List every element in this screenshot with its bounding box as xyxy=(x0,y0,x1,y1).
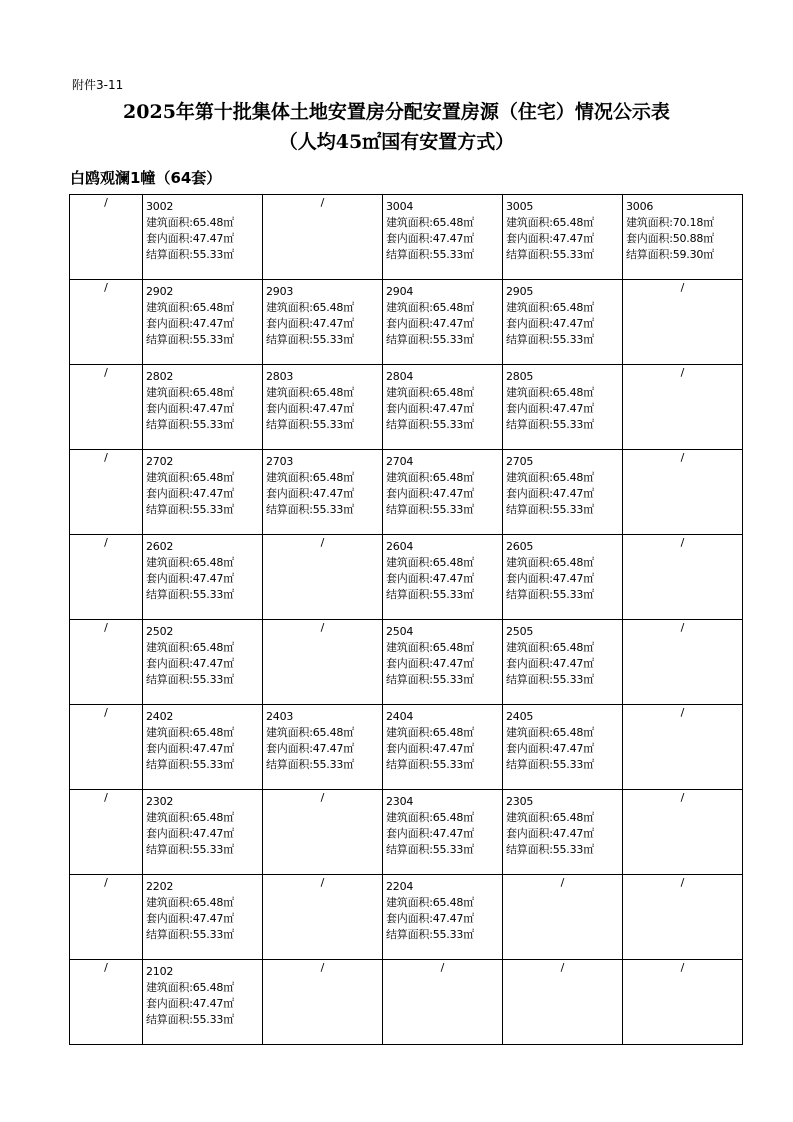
settlement-area: 结算面积:55.33㎡ xyxy=(386,843,474,856)
settlement-area: 结算面积:59.30㎡ xyxy=(626,248,714,261)
building-area: 建筑面积:65.48㎡ xyxy=(146,386,234,399)
unit-table-body xyxy=(70,195,743,1045)
inner-area: 套内面积:47.47㎡ xyxy=(146,402,234,415)
empty-cell xyxy=(503,875,623,960)
building-area: 建筑面积:65.48㎡ xyxy=(506,556,594,569)
table-row xyxy=(70,620,743,705)
unit-number: 3005 xyxy=(506,200,534,213)
settlement-area: 结算面积:55.33㎡ xyxy=(386,418,474,431)
unit-info xyxy=(143,705,262,773)
table-row xyxy=(70,195,743,280)
empty-mark: / xyxy=(320,196,325,209)
empty-cell xyxy=(70,280,143,365)
settlement-area: 结算面积:55.33㎡ xyxy=(146,673,234,686)
settlement-area: 结算面积:55.33㎡ xyxy=(386,588,474,601)
building-area: 建筑面积:65.48㎡ xyxy=(386,556,474,569)
settlement-area: 结算面积:55.33㎡ xyxy=(386,928,474,941)
unit-number: 2505 xyxy=(506,625,534,638)
unit-info xyxy=(383,450,502,518)
unit-number: 2702 xyxy=(146,455,174,468)
empty-mark: / xyxy=(104,961,108,974)
table-row xyxy=(70,705,743,790)
inner-area: 套内面积:47.47㎡ xyxy=(506,742,594,755)
building-area: 建筑面积:65.48㎡ xyxy=(386,471,474,484)
empty-cell xyxy=(263,875,383,960)
unit-number: 2404 xyxy=(386,710,414,723)
settlement-area: 结算面积:55.33㎡ xyxy=(506,843,594,856)
inner-area: 套内面积:47.47㎡ xyxy=(146,317,234,330)
empty-cell xyxy=(623,960,743,1045)
empty-cell xyxy=(623,365,743,450)
unit-info xyxy=(383,705,502,773)
empty-mark: / xyxy=(680,876,685,889)
unit-info xyxy=(143,365,262,433)
empty-mark: / xyxy=(104,196,108,209)
empty-mark: / xyxy=(440,961,445,974)
settlement-area: 结算面积:55.33㎡ xyxy=(146,1013,234,1026)
unit-info xyxy=(143,875,262,943)
unit-number: 2304 xyxy=(386,795,414,808)
inner-area: 套内面积:47.47㎡ xyxy=(266,742,354,755)
settlement-area: 结算面积:55.33㎡ xyxy=(506,588,594,601)
unit-cell xyxy=(143,960,263,1045)
empty-cell xyxy=(70,620,143,705)
unit-cell xyxy=(383,875,503,960)
settlement-area: 结算面积:55.33㎡ xyxy=(506,248,594,261)
unit-info xyxy=(503,790,622,858)
unit-info xyxy=(383,620,502,688)
building-area: 建筑面积:65.48㎡ xyxy=(146,556,234,569)
building-area: 建筑面积:65.48㎡ xyxy=(506,471,594,484)
unit-number: 2805 xyxy=(506,370,534,383)
inner-area: 套内面积:47.47㎡ xyxy=(146,232,234,245)
unit-number: 2405 xyxy=(506,710,534,723)
empty-cell xyxy=(70,450,143,535)
building-area: 建筑面积:65.48㎡ xyxy=(146,216,234,229)
unit-info xyxy=(143,620,262,688)
empty-cell xyxy=(70,875,143,960)
empty-cell xyxy=(263,790,383,875)
settlement-area: 结算面积:55.33㎡ xyxy=(506,503,594,516)
empty-cell xyxy=(263,960,383,1045)
unit-number: 2604 xyxy=(386,540,414,553)
empty-mark: / xyxy=(680,281,685,294)
unit-info xyxy=(623,195,742,263)
unit-number: 2102 xyxy=(146,965,174,978)
empty-cell xyxy=(503,960,623,1045)
inner-area: 套内面积:47.47㎡ xyxy=(506,572,594,585)
unit-info xyxy=(263,450,382,518)
unit-number: 2904 xyxy=(386,285,414,298)
unit-cell xyxy=(143,875,263,960)
building-area: 建筑面积:65.48㎡ xyxy=(146,301,234,314)
empty-mark: / xyxy=(104,366,108,379)
unit-cell xyxy=(143,705,263,790)
unit-number: 2905 xyxy=(506,285,534,298)
page-subtitle: （人均45㎡国有安置方式） xyxy=(278,131,515,153)
building-area: 建筑面积:65.48㎡ xyxy=(146,981,234,994)
unit-number: 3006 xyxy=(626,200,654,213)
inner-area: 套内面积:47.47㎡ xyxy=(266,487,354,500)
unit-info xyxy=(143,960,262,1028)
empty-cell xyxy=(70,960,143,1045)
inner-area: 套内面积:47.47㎡ xyxy=(386,487,474,500)
attachment-label: 附件3-11 xyxy=(72,78,124,92)
empty-mark: / xyxy=(680,366,685,379)
inner-area: 套内面积:47.47㎡ xyxy=(266,317,354,330)
empty-mark: / xyxy=(680,706,685,719)
unit-cell xyxy=(383,195,503,280)
unit-info xyxy=(143,790,262,858)
empty-cell xyxy=(70,705,143,790)
empty-mark: / xyxy=(680,621,685,634)
building-area: 建筑面积:65.48㎡ xyxy=(506,301,594,314)
empty-cell xyxy=(263,535,383,620)
unit-number: 2402 xyxy=(146,710,174,723)
unit-info xyxy=(503,535,622,603)
unit-cell xyxy=(503,280,623,365)
inner-area: 套内面积:47.47㎡ xyxy=(146,997,234,1010)
unit-number: 3002 xyxy=(146,200,174,213)
empty-cell xyxy=(623,705,743,790)
table-row xyxy=(70,790,743,875)
building-area: 建筑面积:65.48㎡ xyxy=(266,726,354,739)
building-area: 建筑面积:65.48㎡ xyxy=(146,641,234,654)
table-row xyxy=(70,450,743,535)
unit-cell xyxy=(383,280,503,365)
unit-info xyxy=(143,535,262,603)
empty-mark: / xyxy=(104,451,108,464)
unit-info xyxy=(383,280,502,348)
building-area: 建筑面积:65.48㎡ xyxy=(146,471,234,484)
empty-mark: / xyxy=(320,536,325,549)
unit-number: 2502 xyxy=(146,625,174,638)
inner-area: 套内面积:47.47㎡ xyxy=(506,317,594,330)
unit-number: 2804 xyxy=(386,370,414,383)
unit-cell xyxy=(263,450,383,535)
inner-area: 套内面积:47.47㎡ xyxy=(386,402,474,415)
empty-mark: / xyxy=(104,876,108,889)
inner-area: 套内面积:47.47㎡ xyxy=(386,742,474,755)
unit-cell xyxy=(143,535,263,620)
empty-cell xyxy=(70,365,143,450)
building-area: 建筑面积:65.48㎡ xyxy=(386,811,474,824)
empty-mark: / xyxy=(320,621,325,634)
unit-number: 2302 xyxy=(146,795,174,808)
unit-info xyxy=(143,450,262,518)
inner-area: 套内面积:47.47㎡ xyxy=(146,657,234,670)
unit-info xyxy=(383,365,502,433)
settlement-area: 结算面积:55.33㎡ xyxy=(386,503,474,516)
unit-cell xyxy=(503,365,623,450)
inner-area: 套内面积:47.47㎡ xyxy=(506,232,594,245)
unit-cell xyxy=(143,450,263,535)
settlement-area: 结算面积:55.33㎡ xyxy=(266,503,354,516)
unit-cell xyxy=(143,790,263,875)
unit-info xyxy=(143,195,262,263)
unit-cell xyxy=(383,705,503,790)
unit-cell xyxy=(383,535,503,620)
inner-area: 套内面积:47.47㎡ xyxy=(146,487,234,500)
building-area: 建筑面积:65.48㎡ xyxy=(146,896,234,909)
inner-area: 套内面积:47.47㎡ xyxy=(146,742,234,755)
inner-area: 套内面积:47.47㎡ xyxy=(146,827,234,840)
settlement-area: 结算面积:55.33㎡ xyxy=(266,418,354,431)
inner-area: 套内面积:47.47㎡ xyxy=(506,487,594,500)
settlement-area: 结算面积:55.33㎡ xyxy=(266,333,354,346)
empty-cell xyxy=(623,620,743,705)
inner-area: 套内面积:47.47㎡ xyxy=(386,232,474,245)
building-area: 建筑面积:65.48㎡ xyxy=(386,641,474,654)
unit-cell xyxy=(383,450,503,535)
unit-cell xyxy=(143,195,263,280)
empty-mark: / xyxy=(104,281,108,294)
unit-number: 2705 xyxy=(506,455,534,468)
unit-number: 3004 xyxy=(386,200,414,213)
settlement-area: 结算面积:55.33㎡ xyxy=(386,758,474,771)
unit-cell xyxy=(503,450,623,535)
settlement-area: 结算面积:55.33㎡ xyxy=(146,843,234,856)
inner-area: 套内面积:47.47㎡ xyxy=(506,657,594,670)
settlement-area: 结算面积:55.33㎡ xyxy=(146,588,234,601)
unit-info xyxy=(143,280,262,348)
table-row xyxy=(70,535,743,620)
unit-cell xyxy=(143,620,263,705)
unit-number: 2903 xyxy=(266,285,294,298)
unit-info xyxy=(503,705,622,773)
empty-cell xyxy=(70,195,143,280)
building-area: 建筑面积:65.48㎡ xyxy=(506,641,594,654)
building-area: 建筑面积:65.48㎡ xyxy=(386,896,474,909)
unit-info xyxy=(263,280,382,348)
empty-mark: / xyxy=(320,961,325,974)
unit-table xyxy=(69,194,743,1045)
inner-area: 套内面积:50.88㎡ xyxy=(626,232,714,245)
settlement-area: 结算面积:55.33㎡ xyxy=(386,248,474,261)
unit-number: 2704 xyxy=(386,455,414,468)
building-area: 建筑面积:65.48㎡ xyxy=(386,726,474,739)
building-area: 建筑面积:65.48㎡ xyxy=(386,386,474,399)
building-heading: 白鸥观澜1幢（64套） xyxy=(70,169,222,187)
building-area: 建筑面积:65.48㎡ xyxy=(506,386,594,399)
empty-mark: / xyxy=(560,876,565,889)
unit-info xyxy=(263,365,382,433)
settlement-area: 结算面积:55.33㎡ xyxy=(386,673,474,686)
settlement-area: 结算面积:55.33㎡ xyxy=(506,333,594,346)
unit-cell xyxy=(503,790,623,875)
unit-cell xyxy=(503,195,623,280)
table-row xyxy=(70,960,743,1045)
inner-area: 套内面积:47.47㎡ xyxy=(386,317,474,330)
inner-area: 套内面积:47.47㎡ xyxy=(146,572,234,585)
unit-cell xyxy=(263,705,383,790)
unit-cell xyxy=(503,620,623,705)
unit-cell xyxy=(623,195,743,280)
unit-number: 2902 xyxy=(146,285,174,298)
empty-mark: / xyxy=(680,451,685,464)
inner-area: 套内面积:47.47㎡ xyxy=(506,827,594,840)
empty-mark: / xyxy=(680,961,685,974)
table-row xyxy=(70,280,743,365)
building-area: 建筑面积:70.18㎡ xyxy=(626,216,714,229)
empty-cell xyxy=(623,875,743,960)
inner-area: 套内面积:47.47㎡ xyxy=(506,402,594,415)
unit-info xyxy=(263,705,382,773)
settlement-area: 结算面积:55.33㎡ xyxy=(386,333,474,346)
unit-number: 2803 xyxy=(266,370,294,383)
unit-info xyxy=(503,195,622,263)
unit-number: 2202 xyxy=(146,880,174,893)
empty-cell xyxy=(623,280,743,365)
unit-info xyxy=(383,535,502,603)
unit-number: 2605 xyxy=(506,540,534,553)
empty-mark: / xyxy=(320,876,325,889)
unit-cell xyxy=(143,280,263,365)
building-area: 建筑面积:65.48㎡ xyxy=(506,726,594,739)
empty-mark: / xyxy=(104,706,108,719)
building-area: 建筑面积:65.48㎡ xyxy=(146,726,234,739)
unit-cell xyxy=(383,790,503,875)
empty-mark: / xyxy=(104,791,108,804)
empty-cell xyxy=(263,620,383,705)
empty-cell xyxy=(623,535,743,620)
inner-area: 套内面积:47.47㎡ xyxy=(266,402,354,415)
inner-area: 套内面积:47.47㎡ xyxy=(386,657,474,670)
unit-cell xyxy=(383,365,503,450)
empty-mark: / xyxy=(680,791,685,804)
unit-info xyxy=(503,365,622,433)
empty-cell xyxy=(70,790,143,875)
unit-info xyxy=(383,790,502,858)
unit-info xyxy=(503,280,622,348)
settlement-area: 结算面积:55.33㎡ xyxy=(146,333,234,346)
building-area: 建筑面积:65.48㎡ xyxy=(266,386,354,399)
empty-mark: / xyxy=(104,536,108,549)
inner-area: 套内面积:47.47㎡ xyxy=(386,912,474,925)
building-area: 建筑面积:65.48㎡ xyxy=(386,301,474,314)
empty-mark: / xyxy=(104,621,108,634)
unit-number: 2504 xyxy=(386,625,414,638)
settlement-area: 结算面积:55.33㎡ xyxy=(506,673,594,686)
building-area: 建筑面积:65.48㎡ xyxy=(506,811,594,824)
empty-mark: / xyxy=(320,791,325,804)
unit-number: 2703 xyxy=(266,455,294,468)
inner-area: 套内面积:47.47㎡ xyxy=(146,912,234,925)
empty-cell xyxy=(383,960,503,1045)
unit-cell xyxy=(263,280,383,365)
unit-number: 2403 xyxy=(266,710,294,723)
building-area: 建筑面积:65.48㎡ xyxy=(506,216,594,229)
unit-cell xyxy=(383,620,503,705)
empty-mark: / xyxy=(560,961,565,974)
unit-cell xyxy=(143,365,263,450)
unit-number: 2204 xyxy=(386,880,414,893)
unit-info xyxy=(383,875,502,943)
empty-cell xyxy=(263,195,383,280)
unit-info xyxy=(383,195,502,263)
building-area: 建筑面积:65.48㎡ xyxy=(386,216,474,229)
settlement-area: 结算面积:55.33㎡ xyxy=(146,248,234,261)
inner-area: 套内面积:47.47㎡ xyxy=(386,827,474,840)
settlement-area: 结算面积:55.33㎡ xyxy=(146,503,234,516)
building-area: 建筑面积:65.48㎡ xyxy=(266,471,354,484)
building-area: 建筑面积:65.48㎡ xyxy=(266,301,354,314)
unit-info xyxy=(503,450,622,518)
settlement-area: 结算面积:55.33㎡ xyxy=(506,418,594,431)
table-row xyxy=(70,365,743,450)
building-area: 建筑面积:65.48㎡ xyxy=(146,811,234,824)
table-row xyxy=(70,875,743,960)
unit-number: 2802 xyxy=(146,370,174,383)
empty-cell xyxy=(623,450,743,535)
empty-mark: / xyxy=(680,536,685,549)
inner-area: 套内面积:47.47㎡ xyxy=(386,572,474,585)
empty-cell xyxy=(623,790,743,875)
unit-cell xyxy=(503,705,623,790)
unit-cell xyxy=(263,365,383,450)
unit-number: 2305 xyxy=(506,795,534,808)
page-title: 2025年第十批集体土地安置房分配安置房源（住宅）情况公示表 xyxy=(123,101,670,123)
settlement-area: 结算面积:55.33㎡ xyxy=(506,758,594,771)
unit-number: 2602 xyxy=(146,540,174,553)
unit-info xyxy=(503,620,622,688)
settlement-area: 结算面积:55.33㎡ xyxy=(146,418,234,431)
unit-cell xyxy=(503,535,623,620)
empty-cell xyxy=(70,535,143,620)
settlement-area: 结算面积:55.33㎡ xyxy=(146,758,234,771)
settlement-area: 结算面积:55.33㎡ xyxy=(146,928,234,941)
settlement-area: 结算面积:55.33㎡ xyxy=(266,758,354,771)
